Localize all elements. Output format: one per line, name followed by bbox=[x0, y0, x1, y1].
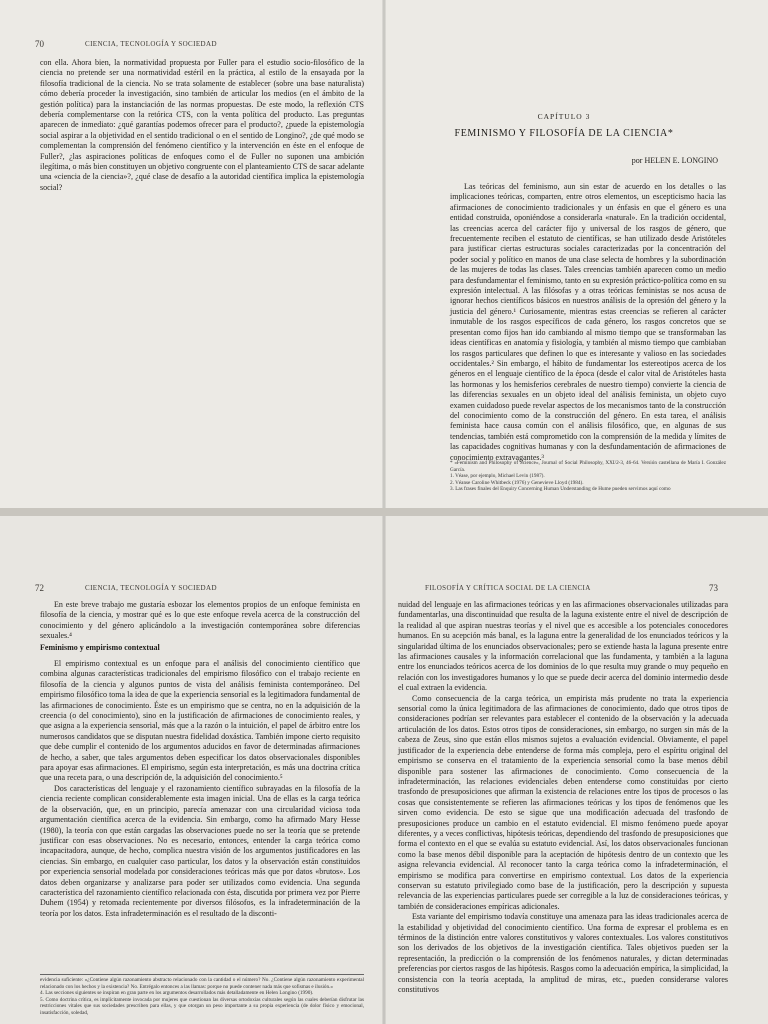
book-gutter bbox=[382, 0, 386, 508]
top-book-spread bbox=[0, 0, 768, 508]
footnote: 3. Las frases finales del Enquiry Concerning Human Understanding de Hume pueden servirnos aquí como bbox=[450, 486, 671, 493]
chapter-author: por HELEN E. LONGINO bbox=[631, 156, 718, 165]
footnote: * «Feminism and Philosophy of Science», Journal of Social Philosophy, XXI/2-3, 46-64. Versión castellana de María I. González García. bbox=[450, 460, 726, 473]
footnote: 2. Véanse Caroline Whitbeck (1976) y Genevieve Lloyd (1984). bbox=[450, 479, 584, 486]
page-73 bbox=[390, 516, 738, 1024]
body-text bbox=[398, 600, 728, 995]
chapter-label: CAPÍTULO 3 bbox=[537, 112, 591, 121]
footnotes bbox=[450, 460, 726, 493]
footnotes bbox=[40, 974, 364, 1017]
footnote: evidencia suficiente: «¿Contiene algún razonamiento abstracto relacionado con la cantidad o el número? No. ¿Contiene algún razonamiento experimental relacionado con los hechos y la existencia? No. Entrégalo entonces a las llamas: porque no puede contener nada más que sofismas e ilusión.» bbox=[40, 977, 364, 990]
footnote: 4. Las secciones siguientes se inspiran en gran parte en los argumentos desarrollados más detalladamente en Helen Longino (1990). bbox=[40, 990, 314, 997]
body-text bbox=[40, 659, 360, 919]
paragraph: Esta variante del empirismo todavía constituye una amenaza para las ideas tradicionales acerca de la estabilidad y objetividad del conocimiento científico. Una forma de expresar el problema es en términos de la distinción entre valores constitutivos y valores contextuales. Los valores constitutivos son los derivados de los objetivos de la investigación científica. Tales objetivos pueden ser la representación, la predicción o la comprensión de los fenómenos naturales, y dictan determinadas preferencias por ciertos rasgos de las hipótesis. Rasgos como la adecuación empírica, la simplicidad, la consistencia con la teoría aceptada, la amplitud de miras, etc., pueden considerarse valores constitutivos bbox=[398, 912, 728, 995]
paragraph: nuidad del lenguaje en las afirmaciones teóricas y en las afirmaciones observacionales utilizadas para fundamentarlas, una discontinuidad que resulta de la laguna existente entre el nivel de descripción de la realidad al que aspiran nuestras teorías y el nivel que es accesible a los potenciales conocedores humanos. En su acepción más banal, es la laguna entre la generalidad de los enunciados teóricos y la singularidad última de los enunciados observacionales; pero se extiende hasta la laguna presente entre las afirmaciones causales y la información correlacional que las fundamenta, y también a la laguna entre los enunciados teóricos acerca de los dominios de lo que resulta muy grande o muy pequeño en relación con los investigadores humanos y lo que se puede decir acerca del dominio intermedio desde el cual extraen la evidencia. bbox=[398, 600, 728, 693]
paragraph: El empirismo contextual es un enfoque para el análisis del conocimiento científico que combina algunas características tradicionales del empirismo filosófico con el trabajo reciente en filosofía de la ciencia y algunos puntos de vista del análisis feminista contemporáneo. Del empirismo filosófico toma la idea de que la experiencia sensorial es la legitimadora fundamental de las afirmaciones de conocimiento. Éste es un empirismo que se centra, no en la adquisición de la creencia (o del conocimiento), sino en la justificación de afirmaciones de conocimiento reales, y que asigna a la experiencia sensorial, más que a la razón o la intuición, el papel de árbitro entre los numerosos candidatos que se disputan nuestra fidelidad doxástica. También impone cierto requisito que debe cumplir el contenido de los argumentos aducidos en favor de determinadas afirmaciones de hecho, a saber, que tales argumentos deben especificar los datos observacionales disponibles para apoyar esas afirmaciones. El empirismo, según esta interpretación, es más una doctrina crítica que una receta para, o una descripción de, la adquisición del conocimiento.⁵ bbox=[40, 659, 360, 783]
paragraph: Como consecuencia de la carga teórica, un empirista más prudente no trata la experiencia sensorial como la única legitimadora de las afirmaciones de conocimiento, dado que otros tipos de consideraciones podrían ser relevantes para establecer el contenido de la observación y la adecuada articulación de los datos. Estos otros tipos de consideraciones, sin embargo, no surgen sin más de la cabeza de Zeus, sino que están ellos mismos sujetos a evaluación evidencial. Obviamente, el papel justificador de la experiencia debe entenderse de forma más compleja, pero el espíritu original del empirismo se conserva en el tratamiento de la experiencia sensorial como la base menos débil disponible para sostener las afirmaciones de conocimiento. Como consecuencia de la infradeterminación, las relaciones evidenciales deben entenderse como constituidas por cierto trasfondo de presuposiciones que afirman la existencia de relaciones entre los tipos de procesos o las cosas que consistentemente se refieren las afirmaciones teóricas y los tipos de fenómenos que les sirven como evidencia. De esto se sigue que una modificación adecuada del trasfondo de presuposiciones produce un cambio en el estatuto evidencial. El mismo fenómeno puede apoyar diferentes, y a veces conflictivas, hipótesis teóricas, dependiendo del trasfondo de presuposiciones que forma el contexto en el que se evalúa su estatuto evidencial. Así, los datos observacionales funcionan como la base menos débil disponible para la aceptación de hipótesis dentro de un contexto que les asigna relevancia evidencial. Al reconocer tanto la carga teórica como la infradeterminación, el empirismo se modifica para convertirse en empirismo contextual. Los datos de la experiencia conservan su estatuto privilegiado como base de la justificación, pero la descripción y supuesta relevancia de las experiencias particulares puede ser corregible a la luz de consideraciones teóricas, y también de consideraciones empíricas adicionales. bbox=[398, 693, 728, 911]
page-number: 72 bbox=[35, 583, 44, 593]
running-head-title: CIENCIA, TECNOLOGÍA Y SOCIEDAD bbox=[85, 40, 217, 48]
section-heading: Feminismo y empirismo contextual bbox=[40, 643, 160, 652]
book-gutter bbox=[382, 516, 386, 1024]
footnote: 1. Véase, por ejemplo, Michael Levin (1987). bbox=[450, 473, 545, 480]
body-text bbox=[40, 58, 364, 193]
paragraph: Dos características del lenguaje y el razonamiento científico subrayadas en la filosofía de la ciencia reciente complican considerablemente esta imagen inicial. Una de ellas es la carga teórica de la observación, que, en un principio, parecía amenazar con una circularidad viciosa toda argumentación científica acerca de la evidencia. Sin embargo, como ha afirmado Mary Hesse (1980), la teoría con que están cargadas las observaciones puede no ser la teoría que se pretende justificar con esas observaciones. No es necesario, entonces, entender la carga teórica como incapacitadora, aunque, de hecho, complica nuestra visión de los argumentos justificadores en las ciencias. Sin embargo, en cualquier caso particular, los datos y la observación están constituidos por experiencia sensorial modelada por consideraciones teóricas más que por datos «brutos». Los datos deben organizarse y analizarse para poder ser utilizados como evidencia. Una segunda característica del razonamiento científico relacionada con ésta, discutida por primera vez por Pierre Duhem (1954) y retomada recientemente por diversos filósofos, es la infradeterminación de la teoría por los datos. Esta infradeterminación es el resultado de la disconti- bbox=[40, 783, 360, 918]
bottom-book-spread bbox=[0, 516, 768, 1024]
page-number: 73 bbox=[709, 583, 718, 593]
page-72 bbox=[30, 516, 370, 1024]
paragraph: En este breve trabajo me gustaría esbozar los elementos propios de un enfoque feminista en filosofía de la ciencia, y mostrar qué es lo que este enfoque revela acerca de la construcción del conocimiento y del género aplicándolo a la investigación contemporánea sobre diferencias sexuales.⁴ bbox=[40, 600, 360, 641]
chapter-title: FEMINISMO Y FILOSOFÍA DE LA CIENCIA* bbox=[454, 128, 674, 139]
paragraph: con ella. Ahora bien, la normatividad propuesta por Fuller para el estudio socio-filosófico de la ciencia no pretende ser una normatividad estéril en la práctica, al estilo de la ensayada por la filosofía tradicional de la ciencia. No se trata solamente de establecer (sobre una base naturalista) cómo debería proceder la investigación, sino también de articular los medios (en el ámbito de la gestión política) para la instanciación de las normas propuestas. De este modo, la reflexión CTS debería complementarse con la retórica CTS, con la venta política del producto. Las preguntas aparecen de inmediato: ¿qué garantías podemos ofrecer para el producto?, ¿puede la epistemología social aspirar a la objetividad en el sentido tradicional o en el sentido de Longino?, ¿de qué modo se complementan la comprensión del fenómeno científico y la intervención en éste en el enfoque de Fuller?, ¿las aspiraciones políticas de enfoques como el de Fuller no suponen una ambición ilegítima, o más bien constituyen un objetivo congruente con el planteamiento CTS de sacar adelante una «ciencia de la ciencia»?, ¿qué clase de desafío a la autoridad científica implica la epistemología social? bbox=[40, 58, 364, 192]
body-text bbox=[450, 182, 726, 463]
running-head-title: CIENCIA, TECNOLOGÍA Y SOCIEDAD bbox=[85, 584, 217, 592]
page-70 bbox=[30, 0, 370, 508]
footnote: 5. Como doctrina crítica, es implícitamente invocada por mujeres que cuestionan las diversas ortodoxias culturales según las cuales deberían disfrutar las restricciones vitales que sus sociedades prescriben para ellas, y que otorgan un peso importante a su propia experiencia (de dolor físico y emocional, insatisfacción, soledad, bbox=[40, 996, 364, 1016]
scan-divider bbox=[0, 508, 768, 516]
paragraph: Las teóricas del feminismo, aun sin estar de acuerdo en los detalles o las implicaciones teóricas, comparten, entre otros elementos, un escepticismo hacia las afirmaciones de conocimiento tradicionales y un énfasis en que el género es una entidad construida, oponiéndose a considerarla «natural». En la tradición occidental, las creencias acerca del carácter fijo y universal de los rasgos de género, que frecuentemente reciben el estatuto de científicas, se han utilizado desde Aristóteles para justificar ciertas estructuras sociales caracterizadas por la concentración del poder social y político en manos de una clase selecta de hombres y la subordinación de las mujeres de todas las clases. Tales creencias también aparecen como un medio para desfundamentar el feminismo, tanto en su expresión práctico-política como en su expresión intelectual. A las filósofas y a otras teóricas feministas se nos acusa de ignorar hechos científicos básicos en nuestros análisis de la opresión del género y la justicia del género.¹ Curiosamente, mientras estas creencias se refieren al carácter inmutable de los rasgos específicos de cada género, los rasgos concretos que se presentan como fijos han ido cambiando al mismo tiempo que se transformaban las ideas científicas en anatomía y fisiología, y también al mismo tiempo que cambiaban los rasgos particulares que definen lo que es interesante y valioso en las sociedades occidentales.² Sin embargo, el hábito de fundamentar los estereotipos acerca de los géneros en el lenguaje científico de la época (desde el calor vital de Aristóteles hasta las hormonas y los hemisferios cerebrales de nuestro tiempo) convierte la ciencia de las diferencias sexuales en un objeto ideal del análisis feminista, un objeto cuyo examen cuidadoso puede revelar aspectos de los mecanismos tanto de la construcción del conocimiento como de la construcción del género. En esta tarea, el análisis feminista hace causa común con el análisis filosófico, que, en algunas de sus tendencias, también está comprometido con la comprensión de la medida y límites de las capacidades cognitivas humanas y con la desfundamentación de afirmaciones de conocimiento extravagantes.³ bbox=[450, 182, 726, 462]
intro-text bbox=[40, 600, 360, 642]
running-head-title: FILOSOFÍA Y CRÍTICA SOCIAL DE LA CIENCIA bbox=[425, 584, 591, 592]
page-71 bbox=[390, 0, 738, 508]
page-number: 70 bbox=[35, 39, 44, 49]
